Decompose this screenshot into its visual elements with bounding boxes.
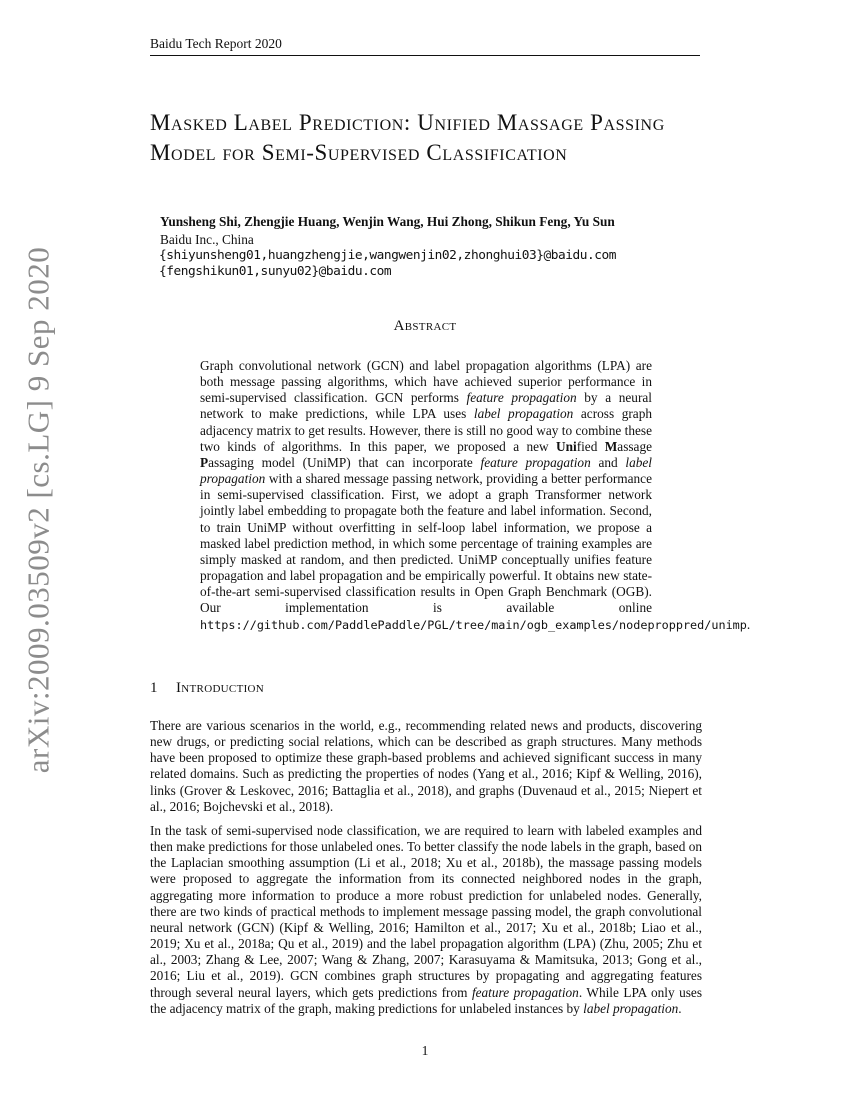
abstract-body: Graph convolutional network (GCN) and label propagation algorithms (LPA) are both message passing algorithms, which have achieved superior performance in semi-supervised classification. GCN performs feature propagation by a neural network to make predictions, while LPA uses label propagation across graph adjacency matrix to get results. However, there is still no good way to combine these two kinds of algorithms. In this paper, we proposed a new Unified Massage Passaging model (UniMP) that can incorporate feature propagation and label propagation with a shared message passing network, providing a better performance in semi-supervised classification. First, we adopt a graph Transformer network jointly label embedding to propagate both the feature and label information. Second, to train UniMP without overfitting in self-loop label information, we propose a masked label prediction method, in which some percentage of training examples are simply masked at random, and then predicted. UniMP conceptually unifies feature propagation and label propagation and be empirically powerful. It obtains new state-of-the-art semi-supervised classification results in Open Graph Benchmark (OGB). Our implementation is available online https://github.com/PaddlePaddle/PGL/tree/main/ogb_examples/nodeproppred/unimp. bbox=[200, 358, 751, 632]
running-head: Baidu Tech Report 2020 bbox=[150, 36, 282, 51]
arxiv-stamp-text: arXiv:2009.03509v2 [cs.LG] 9 Sep 2020 bbox=[20, 246, 55, 774]
section-number: 1 bbox=[150, 680, 158, 696]
affiliation: Baidu Inc., China bbox=[160, 232, 254, 247]
author-list: Yunsheng Shi, Zhengjie Huang, Wenjin Wang, Hui Zhong, Shikun Feng, Yu Sun bbox=[160, 214, 615, 229]
introduction-paragraph-2: In the task of semi-supervised node classification, we are required to learn with labeled examples and then make predictions for those unlabeled ones. To better classify the node labels in the graph, based on the Laplacian smoothing assumption (Li et al., 2018; Xu et al., 2018b), the massage passing models were proposed to aggregate the information from its connected neighbored nodes in the graph, aggregating more information to produce a more robust prediction for unlabeled nodes. Generally, there are two kinds of practical methods to implement message passing model, the graph convolutional neural network (GCN) (Kipf & Welling, 2016; Hamilton et al., 2017; Xu et al., 2018b; Liao et al., 2019; Xu et al., 2018a; Qu et al., 2019) and the label propagation algorithm (LPA) (Zhu, 2005; Zhu et al., 2003; Zhang & Lee, 2007; Wang & Zhang, 2007; Karasuyama & Mamitsuka, 2013; Gong et al., 2016; Liu et al., 2019). GCN combines graph structures by propagating and aggregating features through several neural layers, which gets predictions from feature propagation. While LPA only uses the adjacency matrix of the graph, making predictions for unlabeled instances by label propagation. bbox=[150, 823, 703, 1016]
arxiv-stamp bbox=[10, 246, 66, 774]
section-title: Introduction bbox=[176, 680, 265, 696]
section-heading-introduction bbox=[150, 680, 264, 697]
page-number: 1 bbox=[421, 1043, 429, 1058]
abstract-heading: Abstract bbox=[393, 318, 457, 334]
code-repository-link[interactable]: https://github.com/PaddlePaddle/PGL/tree/main/ogb_examples/nodeproppred/unimp bbox=[200, 617, 747, 632]
introduction-paragraph-1: There are various scenarios in the world, e.g., recommending related news and products, discovering new drugs, or predicting social relations, which can be described as graph structures. Many methods have been proposed to optimize these graph-based problems and achieved significant success in many related domains. Such as predicting the properties of nodes (Yang et al., 2016; Kipf & Welling, 2016), links (Grover & Leskovec, 2016; Battaglia et al., 2018), and graphs (Duvenaud et al., 2015; Niepert et al., 2016; Bojchevski et al., 2018). bbox=[150, 718, 702, 814]
header-rule bbox=[150, 55, 700, 56]
author-emails-line-2[interactable]: {fengshikun01,sunyu02}@baidu.com bbox=[159, 264, 392, 279]
author-emails-line-1[interactable]: {shiyunsheng01,huangzhengjie,wangwenjin02,zhonghui03}@baidu.com bbox=[159, 248, 617, 263]
paper-title: Masked Label Prediction: Unified Massage Passing Model for Semi-Supervised Classification bbox=[150, 110, 665, 165]
